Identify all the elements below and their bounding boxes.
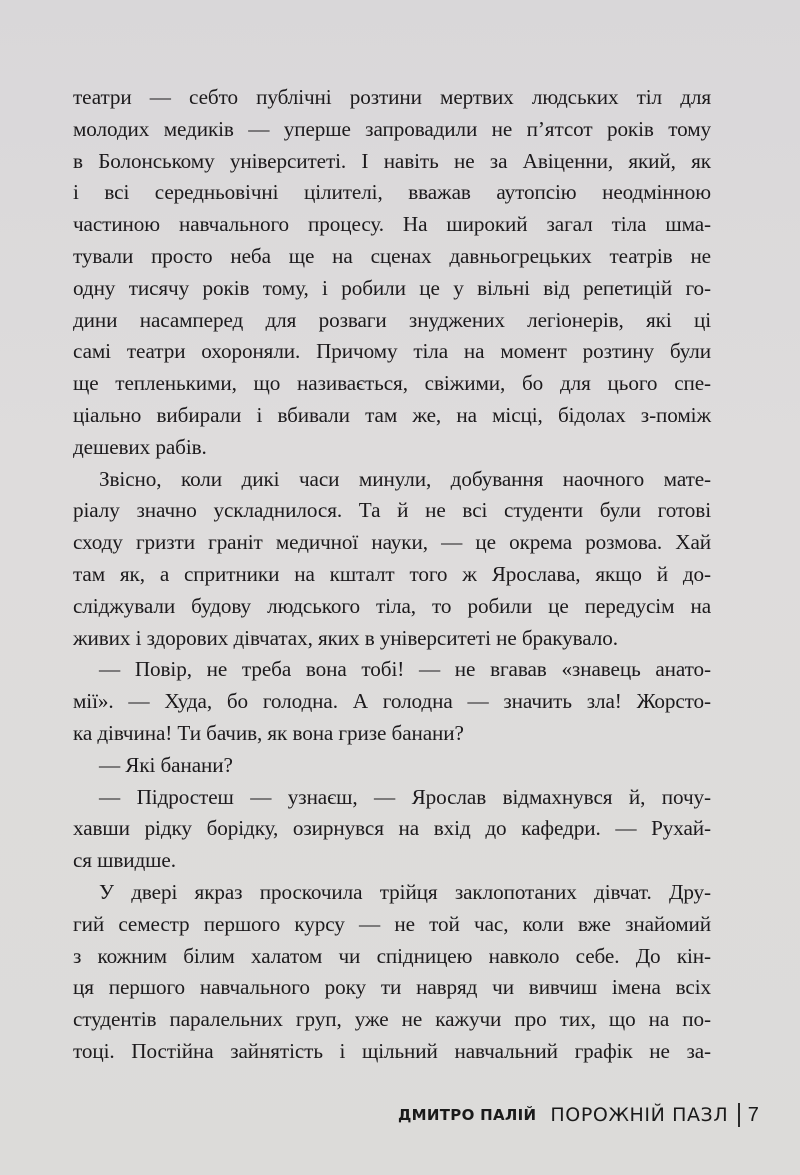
text-line: сліджували будову людського тіла, то робили це передусім на: [73, 593, 711, 618]
text-line: тували просто неба ще на сценах давньогрецьких театрів не: [73, 243, 711, 268]
text-line: живих і здорових дівчатах, яких в університеті не бракувало.: [73, 625, 618, 650]
page-number: 7: [747, 1103, 759, 1126]
text-line: ся швидше.: [73, 848, 176, 873]
text-line: дини насамперед для розваги знуджених легіонерів, які ці: [73, 307, 711, 332]
text-line: ще тепленькими, що називається, свіжими, бо для цього спе-: [73, 371, 711, 396]
text-line: частиною навчального процесу. На широкий загал тіла шма-: [73, 212, 711, 237]
text-line: мії». — Худа, бо голодна. А голодна — значить зла! Жорсто-: [73, 689, 711, 714]
text-line: дешевих рабів.: [73, 434, 207, 459]
text-line: хавши рідку борідку, озирнувся на вхід до кафедри. — Рухай-: [73, 816, 711, 841]
text-line: молодих медиків — уперше запровадили не п’ятсот років тому: [73, 116, 711, 141]
text-line: — Підростеш — узнаєш, — Ярослав відмахнувся й, почу-: [99, 784, 711, 809]
text-line: самі театри охороняли. Причому тіла на момент розтину були: [73, 339, 711, 364]
text-line: одну тисячу років тому, і робили це у вільні від репетицій го-: [73, 275, 711, 300]
text-line: Звісно, коли дикі часи минули, добування наочного мате-: [99, 466, 711, 491]
text-line: гий семестр першого курсу — не той час, коли вже знайомий: [73, 911, 711, 936]
text-line: там як, а спритники на кшталт того ж Ярослава, якщо й до-: [73, 561, 711, 586]
text-line: тоці. Постійна зайнятість і щільний навчальний графік не за-: [73, 1038, 711, 1063]
text-line: і всі середньовічні цілителі, вважав аутопсію неодмінною: [73, 180, 711, 205]
text-line: сходу гризти граніт медичної науки, — це окрема розмова. Хай: [73, 530, 711, 555]
body-text: [73, 82, 711, 1068]
text-line: в Болонському університеті. І навіть не за Авіценни, який, як: [73, 148, 711, 173]
text-line: У двері якраз проскочила трійця заклопотаних дівчат. Дру-: [99, 879, 711, 904]
footer-separator: [738, 1103, 740, 1127]
footer-author: ДМИТРО ПАЛІЙ: [398, 1106, 537, 1124]
text-line: ця першого навчального року ти навряд чи вивчиш імена всіх: [73, 975, 711, 1000]
text-line: ка дівчина! Ти бачив, як вона гризе банани?: [73, 720, 464, 745]
text-line: ціально вибирали і вбивали там же, на місці, бідолах з-поміж: [73, 402, 711, 427]
text-line: з кожним білим халатом чи спідницею навколо себе. До кін-: [73, 943, 711, 968]
text-line: студентів паралельних груп, уже не кажучи про тих, що на по-: [73, 1007, 711, 1032]
text-line: — Повір, не треба вона тобі! — не вгавав «знавець анато-: [99, 657, 711, 682]
running-footer: [398, 1098, 759, 1132]
text-line: — Які банани?: [99, 752, 233, 777]
text-line: театри — себто публічні розтини мертвих людських тіл для: [73, 85, 711, 109]
text-line: ріалу значно ускладнилося. Та й не всі студенти були готові: [73, 498, 711, 523]
footer-book-title: ПОРОЖНІЙ ПАЗЛ: [550, 1104, 729, 1126]
